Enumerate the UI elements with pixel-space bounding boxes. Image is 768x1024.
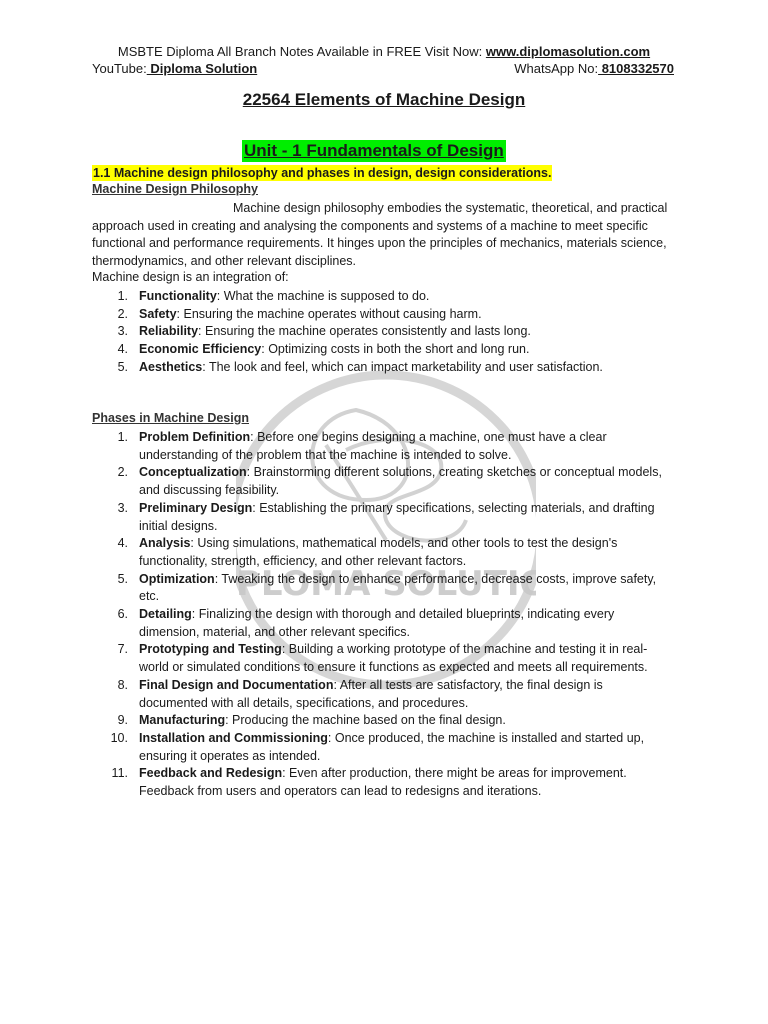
list-number: 5. <box>117 571 128 586</box>
phase-item <box>92 730 674 765</box>
phase-item <box>92 535 674 570</box>
list-number: 9. <box>117 713 128 728</box>
integration-item <box>92 323 674 341</box>
list-text: : Producing the machine based on the final design. <box>225 713 506 728</box>
list-text: : Brainstorming different solutions, creating sketches or conceptual models, and discussing feasibility. <box>139 465 662 498</box>
integration-item <box>92 306 674 324</box>
integration-intro: Machine design is an integration of: <box>92 270 289 284</box>
list-text: : Establishing the primary specifications, selecting materials, and drafting initial designs. <box>139 500 655 533</box>
list-number: 2. <box>117 306 128 321</box>
list-text: : Optimizing costs in both the short and long run. <box>261 342 530 357</box>
phase-item <box>92 641 674 676</box>
unit-title: Unit - 1 Fundamentals of Design <box>244 141 504 160</box>
youtube-info <box>92 61 257 76</box>
document-title: 22564 Elements of Machine Design <box>242 90 526 109</box>
list-term: Safety <box>139 306 177 321</box>
list-number: 6. <box>117 607 128 622</box>
list-term: Preliminary Design <box>139 500 253 515</box>
notice-text: MSBTE Diploma All Branch Notes Available in FREE Visit Now: <box>117 44 486 59</box>
list-term: Detailing <box>139 607 192 622</box>
phases-list <box>92 429 674 801</box>
list-number: 3. <box>117 324 128 339</box>
integration-item <box>92 359 674 377</box>
list-term: Prototyping and Testing <box>139 642 282 657</box>
philosophy-heading: Machine Design Philosophy <box>92 182 258 196</box>
list-term: Final Design and Documentation <box>139 677 334 692</box>
whatsapp-number[interactable]: 8108332570 <box>598 61 674 76</box>
list-text: : Ensuring the machine operates without causing harm. <box>176 306 482 321</box>
list-number: 11. <box>111 766 128 781</box>
phase-item <box>92 464 674 499</box>
whatsapp-info <box>514 61 674 76</box>
phase-item <box>92 677 674 712</box>
list-text: : The look and feel, which can impact marketability and user satisfaction. <box>202 359 603 374</box>
list-term: Manufacturing <box>139 713 226 728</box>
list-number: 2. <box>117 465 128 480</box>
list-text: : Once produced, the machine is installed and started up, ensuring it operates as intended. <box>139 730 645 763</box>
list-term: Reliability <box>139 324 199 339</box>
philosophy-paragraph: Machine design philosophy embodies the systematic, theoretical, and practical approach used in creating and analysing the components and systems of a machine to meet specific functional and performance requirements. It hinges upon the principles of mechanics, materials science, thermodynamics, and other relevant disciplines. <box>92 201 668 269</box>
website-link[interactable]: www.diplomasolution.com <box>485 44 651 59</box>
phase-item <box>92 500 674 535</box>
list-number: 4. <box>117 342 128 357</box>
list-term: Economic Efficiency <box>139 342 262 357</box>
list-number: 5. <box>117 359 128 374</box>
youtube-link[interactable]: Diploma Solution <box>146 61 258 76</box>
list-text: : Before one begins designing a machine, one must have a clear understanding of the problem that the machine is intended to solve. <box>139 430 607 462</box>
integration-item <box>92 341 674 359</box>
list-term: Functionality <box>139 289 217 303</box>
header-notice <box>0 44 768 59</box>
phase-item <box>92 712 674 730</box>
watermark-text: PLOMA SOLUTIO <box>236 564 536 604</box>
list-text: : Even after production, there might be areas for improvement. Feedback from users and operators can lead to redesigns and iterations. <box>139 766 627 799</box>
list-text: : Ensuring the machine operates consistently and lasts long. <box>198 324 531 339</box>
list-text: : Using simulations, mathematical models, and other tools to test the design's functionality, strength, efficiency, and other relevant factors. <box>139 536 618 568</box>
phase-item <box>92 429 674 464</box>
phase-item <box>92 571 674 606</box>
phase-item <box>92 765 674 800</box>
section-heading: 1.1 Machine design philosophy and phases in design, design considerations. <box>93 166 552 180</box>
list-number: 1. <box>117 289 128 303</box>
list-number: 10. <box>110 730 128 745</box>
list-text: : Tweaking the design to enhance performance, decrease costs, improve safety, etc. <box>139 571 657 604</box>
list-term: Conceptualization <box>139 465 247 480</box>
list-number: 8. <box>117 677 128 692</box>
list-text: : Building a working prototype of the machine and testing it in real-world or simulated conditions to ensure it functions as expected and meets all requirements. <box>139 642 648 675</box>
list-term: Feedback and Redesign <box>139 766 283 781</box>
list-text: : Finalizing the design with thorough and detailed blueprints, indicating every dimension, material, and other relevant specifics. <box>139 607 615 639</box>
youtube-label: YouTube: <box>92 61 147 76</box>
list-number: 4. <box>117 536 128 551</box>
list-number: 1. <box>117 430 128 444</box>
whatsapp-label: WhatsApp No: <box>514 61 599 76</box>
phase-item <box>92 606 674 641</box>
list-number: 3. <box>117 500 128 515</box>
list-text: : After all tests are satisfactory, the final design is documented with all details, specifications, and procedures. <box>139 677 603 710</box>
phases-heading: Phases in Machine Design <box>92 411 249 425</box>
list-term: Analysis <box>139 536 191 551</box>
list-term: Optimization <box>139 571 215 586</box>
list-number: 7. <box>117 642 128 657</box>
integration-item <box>92 288 674 306</box>
integration-list <box>92 288 674 377</box>
list-term: Installation and Commissioning <box>139 730 328 745</box>
list-text: : What the machine is supposed to do. <box>216 289 430 303</box>
list-term: Problem Definition <box>139 430 251 444</box>
list-term: Aesthetics <box>139 359 203 374</box>
